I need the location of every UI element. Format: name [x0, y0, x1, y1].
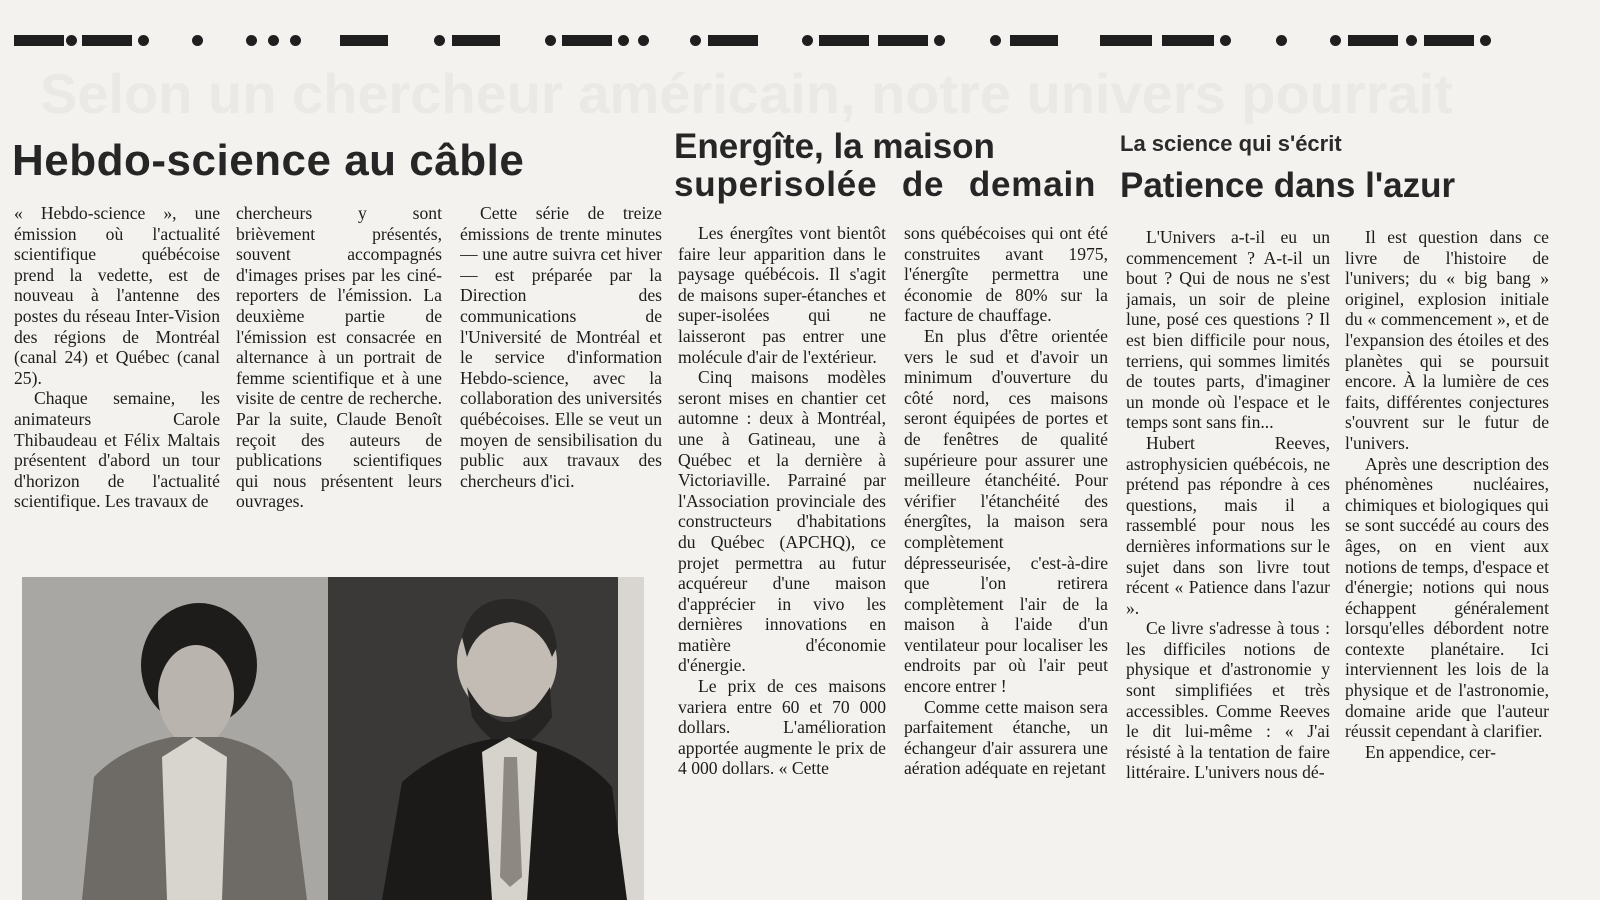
morse-dot: [268, 35, 279, 46]
hebdo-headline: Hebdo-science au câble: [12, 136, 525, 185]
energite-headline: [674, 128, 1096, 204]
morse-dot: [1406, 35, 1417, 46]
morse-dash: [1162, 35, 1214, 46]
morse-dash: [819, 35, 869, 46]
photo-figures: [22, 577, 644, 900]
patience-kicker: La science qui s'écrit: [1120, 131, 1342, 156]
morse-dash: [1100, 35, 1152, 46]
morse-dash: [708, 35, 758, 46]
patience-column-2: [1345, 227, 1549, 900]
morse-dash: [562, 35, 612, 46]
morse-dot: [246, 35, 257, 46]
morse-dash: [82, 35, 132, 46]
morse-dash: [452, 35, 500, 46]
paragraph: Le prix de ces maisons variera entre 60 et 70 000 dollars. L'amélioration apportée augmente le prix de 4 000 dollars. « Cette: [678, 676, 886, 779]
paragraph: En plus d'être orientée vers le sud et d'avoir un minimum d'ouverture du côté nord, ces maisons seront équipées de portes et de fenêtres de qualité supérieure pour assurer une meilleure étanchéité. Pour vérifier l'étanchéité des énergîtes, la maison sera complètement dépresseurisée, c'est-à-dire que l'on retirera complètement l'air de la maison à l'aide d'un ventilateur pour localiser les endroits par où l'air peut encore entrer !: [904, 325, 1108, 697]
paragraph: Comme cette maison sera parfaitement étanche, un échangeur d'air assurera une aération adéquate en rejetant: [904, 696, 1108, 779]
hosts-photo: [22, 577, 644, 900]
morse-dash: [340, 35, 388, 46]
paragraph: Cette série de treize émissions de trente minutes — une autre suivra cet hiver — est préparée par la Direction des communications de l'Université de Montréal et le service d'information Hebdo-science, avec la collaboration des universités québécoises. Elle se veut un moyen de sensibilisation du public aux travaux des chercheurs d'ici.: [460, 203, 662, 491]
morse-dot: [638, 35, 649, 46]
morse-dot: [434, 35, 445, 46]
energite-headline-line1: Energîte, la maison: [674, 127, 995, 166]
morse-dot: [1220, 35, 1231, 46]
paragraph: Cinq maisons modèles seront mises en chantier cet automne : deux à Montréal, une à Gatineau, une à Québec et la dernière à Victoriaville. Parrainé par l'Association provinciale des constructeurs d'habitations du Québec (APCHQ), ce projet permettra au futur acquéreur d'une maison d'apprécier in vivo les dernières innovations en matière d'économie d'énergie.: [678, 367, 886, 676]
morse-dot: [290, 35, 301, 46]
morse-dot: [545, 35, 556, 46]
hebdo-column-2: [236, 203, 442, 563]
morse-dot: [66, 35, 77, 46]
paragraph: Hubert Reeves, astrophysicien québécois, ne prétend pas répondre à ces questions, mais il a rassemblé pour nous les dernières informations sur le sujet dans son livre tout récent « Patience dans l'azur ».: [1126, 432, 1330, 618]
morse-dot: [1480, 35, 1491, 46]
hebdo-column-1: [14, 203, 220, 563]
patience-headline: Patience dans l'azur: [1120, 166, 1456, 205]
morse-dot: [990, 35, 1001, 46]
paragraph: Ce livre s'adresse à tous : les difficiles notions de physique et d'astronomie y sont simplifiées et très accessibles. Comme Reeves le dit lui-même : « J'ai résisté à la tentation de faire littéraire. L'univers nous dé-: [1126, 618, 1330, 783]
bleed-through-headline: Selon un chercheur américain, notre univers pourrait: [40, 62, 1453, 125]
morse-dot: [138, 35, 149, 46]
morse-dash: [14, 35, 64, 46]
morse-dot: [690, 35, 701, 46]
morse-dot: [1276, 35, 1287, 46]
morse-dash: [1424, 35, 1474, 46]
energite-column-2: [904, 223, 1108, 900]
morse-dot: [802, 35, 813, 46]
paragraph: Chaque semaine, les animateurs Carole Thibaudeau et Félix Maltais présentent d'abord un tour d'horizon de l'actualité scientifique. Les travaux de: [14, 388, 220, 512]
morse-dot: [1330, 35, 1341, 46]
morse-dash: [1010, 35, 1058, 46]
paragraph: Les énergîtes vont bientôt faire leur apparition dans le paysage québécois. Il s'agit de maisons super-étanches et super-isolées qui ne laisseront pas entrer une molécule d'air de l'extérieur.: [678, 223, 886, 367]
hebdo-column-3: [460, 203, 662, 563]
patience-column-1: [1126, 227, 1330, 900]
paragraph: sons québécoises qui ont été construites avant 1975, l'énergîte permettra une économie de 80% sur la facture de chauffage.: [904, 223, 1108, 326]
morse-code-border: [14, 30, 1514, 52]
morse-dash: [1348, 35, 1398, 46]
morse-dash: [878, 35, 928, 46]
energite-headline-line2: superisolée de demain: [674, 165, 1097, 204]
paragraph: Après une description des phénomènes nucléaires, chimiques et biologiques qui se sont succédé au cours des âges, on en vient aux notions de temps, d'espace et d'énergie; notions qui nous échappent généralement lorsqu'elles débordent notre contexte planétaire. Ici interviennent les lois de la physique et de l'astronomie, domaine aride que l'auteur réussit cependant à clarifier.: [1345, 453, 1549, 742]
morse-dot: [934, 35, 945, 46]
morse-dot: [618, 35, 629, 46]
paragraph: chercheurs y sont brièvement présentés, souvent accompagnés d'images prises par les ciné-reporters de l'émission. La deuxième partie de l'émission est consacrée en alternance à un portrait de femme scientifique et à une visite de centre de recherche. Par la suite, Claude Benoît reçoit des auteurs de publications scientifiques qui nous présentent leurs ouvrages.: [236, 203, 442, 512]
energite-column-1: [678, 223, 886, 900]
paragraph: « Hebdo-science », une émission où l'actualité scientifique québécoise prend la vedette, est de nouveau à l'antenne des postes du réseau Inter-Vision des régions de Montréal (canal 24) et Québec (canal 25).: [14, 203, 220, 388]
paragraph: L'Univers a-t-il eu un commencement ? A-t-il un bout ? Qui de nous ne s'est jamais, un soir de pleine lune, posé ces questions ? Il est bien difficile pour nous, terriens, qui sommes limités de toutes parts, d'imaginer un monde où l'espace et le temps sont sans fin...: [1126, 227, 1330, 433]
morse-dot: [192, 35, 203, 46]
paragraph: En appendice, cer-: [1365, 741, 1497, 762]
paragraph: Il est question dans ce livre de l'histoire de l'univers; du « big bang » originel, explosion initiale du « commencement », et de l'expansion des étoiles et des planètes qui se poursuit encore. À la lumière de ces faits, différentes conjectures s'ouvrent sur le futur de l'univers.: [1345, 227, 1549, 453]
